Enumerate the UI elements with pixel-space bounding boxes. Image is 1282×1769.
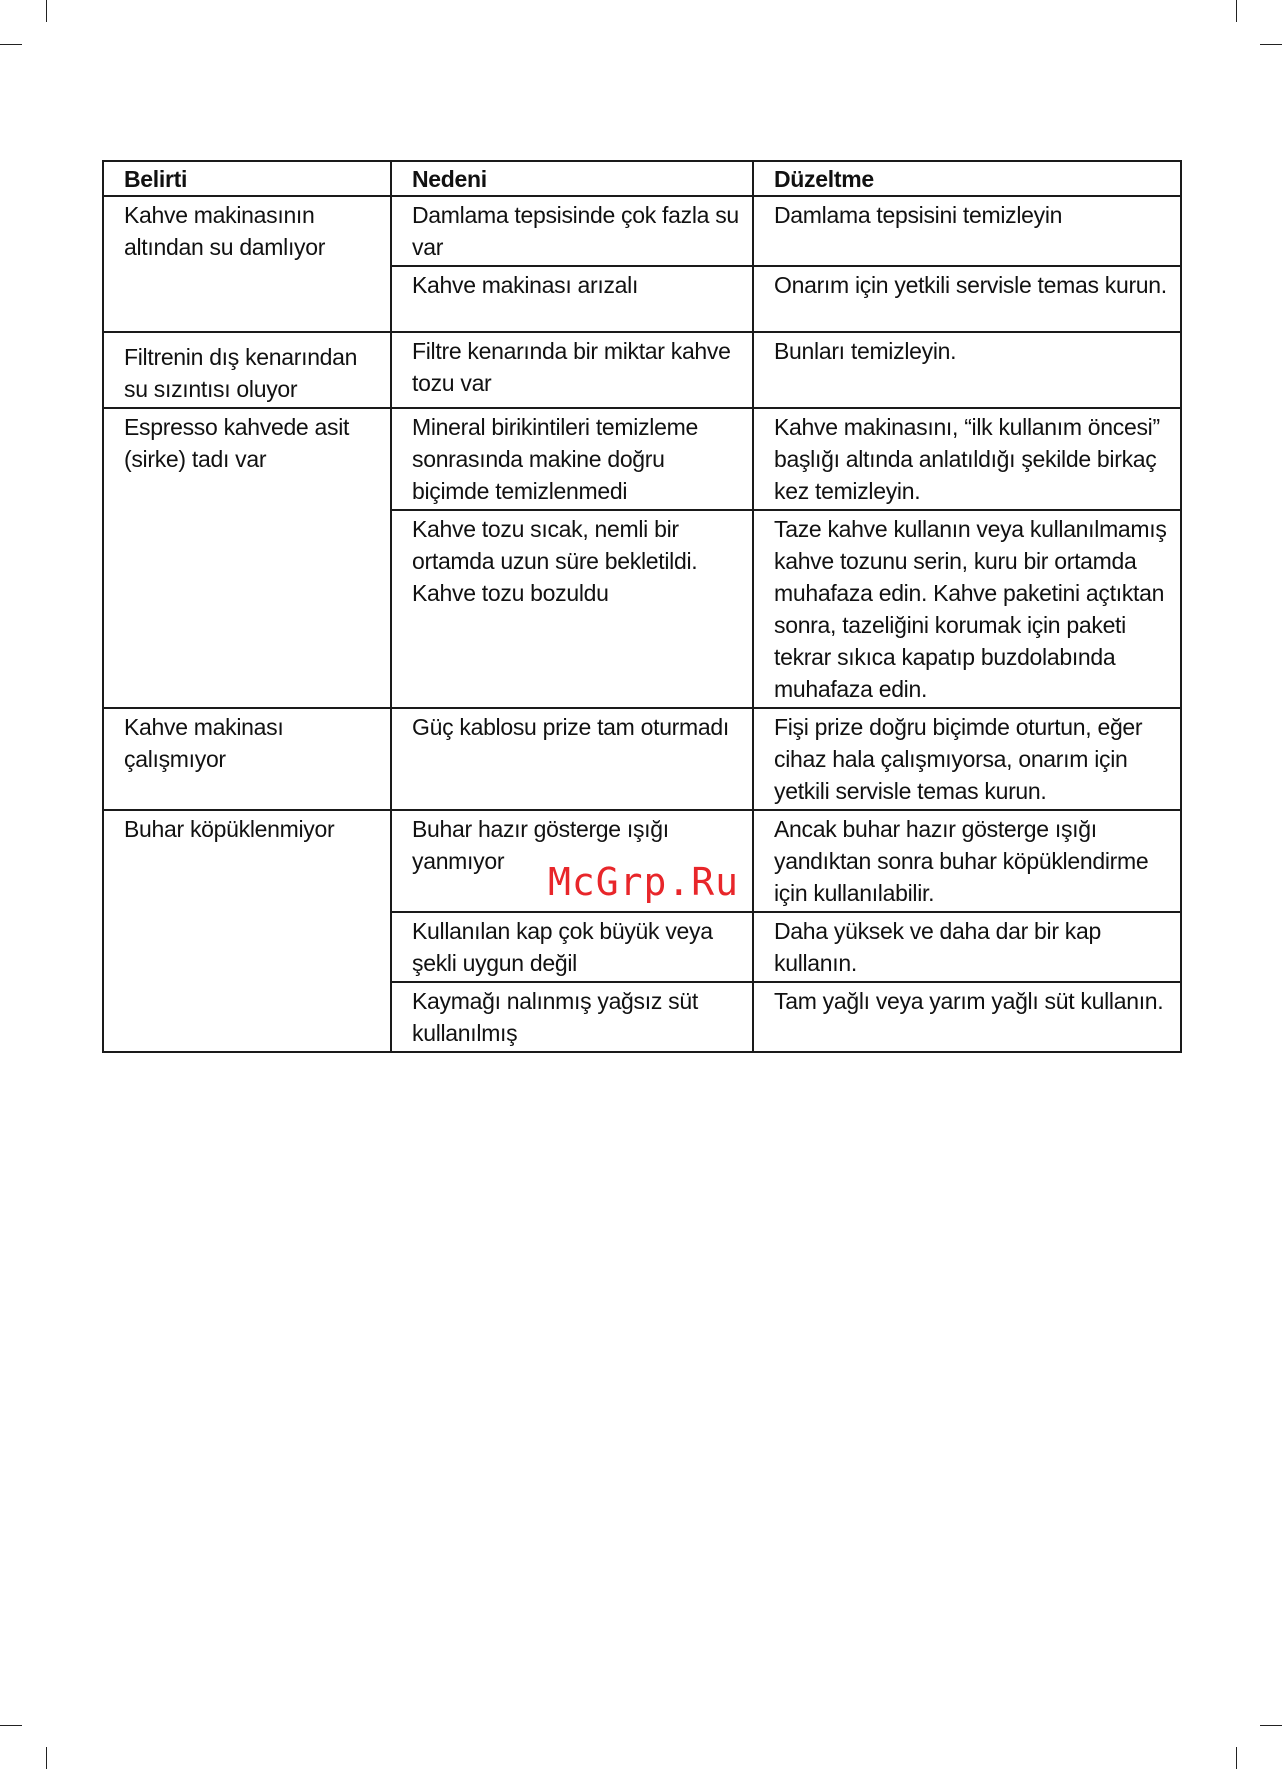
crop-mark	[1236, 0, 1237, 22]
fix-cell: Bunları temizleyin.	[753, 332, 1181, 408]
fix-cell: Damlama tepsisini temizleyin	[753, 196, 1181, 266]
cause-cell: Kahve tozu sıcak, nemli bir ortamda uzun süre bekletildi. Kahve tozu bozuldu	[391, 510, 753, 708]
fix-cell: Daha yüksek ve daha dar bir kap kullanın.	[753, 912, 1181, 982]
cause-cell: Mineral birikintileri temizleme sonrasında makine doğru biçimde temizlenmedi	[391, 408, 753, 510]
cause-cell: Kaymağı nalınmış yağsız süt kullanılmış	[391, 982, 753, 1052]
cause-cell: Damlama tepsisinde çok fazla su var	[391, 196, 753, 266]
header-row	[103, 161, 1181, 196]
fix-cell: Onarım için yetkili servisle temas kurun.	[753, 266, 1181, 332]
cause-cell: Buhar hazır gösterge ışığı yanmıyor	[391, 810, 753, 912]
fix-cell: Kahve makinasını, “ilk kullanım öncesi” başlığı altında anlatıldığı şekilde birkaç kez temizleyin.	[753, 408, 1181, 510]
crop-mark	[0, 1725, 22, 1726]
fix-cell: Fişi prize doğru biçimde oturtun, eğer cihaz hala çalışmıyorsa, onarım için yetkili servisle temas kurun.	[753, 708, 1181, 810]
header-symptom: Belirti	[103, 161, 391, 196]
symptom-cell: Kahve makinası çalışmıyor	[103, 708, 391, 810]
crop-mark	[1260, 1725, 1282, 1726]
header-fix: Düzeltme	[753, 161, 1181, 196]
watermark: McGrp.Ru	[548, 860, 740, 904]
crop-mark	[1260, 44, 1282, 45]
symptom-cell: Kahve makinasının altından su damlıyor	[103, 196, 391, 332]
symptom-cell: Espresso kahvede asit (sirke) tadı var	[103, 408, 391, 708]
cause-cell: Kahve makinası arızalı	[391, 266, 753, 332]
header-cause: Nedeni	[391, 161, 753, 196]
fix-cell: Taze kahve kullanın veya kullanılmamış kahve tozunu serin, kuru bir ortamda muhafaza edin. Kahve paketini açtıktan sonra, tazeliğini korumak için paketi tekrar sıkıca kapatıp buzdolabında muhafaza edin.	[753, 510, 1181, 708]
table-row	[103, 408, 1181, 510]
table-row	[103, 332, 1181, 408]
cause-cell: Filtre kenarında bir miktar kahve tozu var	[391, 332, 753, 408]
cause-cell: Kullanılan kap çok büyük veya şekli uygun değil	[391, 912, 753, 982]
symptom-cell: Buhar köpüklenmiyor	[103, 810, 391, 1052]
table-row	[103, 196, 1181, 266]
cause-cell: Güç kablosu prize tam oturmadı	[391, 708, 753, 810]
fix-cell: Ancak buhar hazır gösterge ışığı yandıktan sonra buhar köpüklendirme için kullanılabilir.	[753, 810, 1181, 912]
crop-mark	[46, 0, 47, 22]
troubleshooting-table	[102, 160, 1182, 1053]
table-row	[103, 708, 1181, 810]
crop-mark	[46, 1747, 47, 1769]
fix-cell: Tam yağlı veya yarım yağlı süt kullanın.	[753, 982, 1181, 1052]
symptom-cell: Filtrenin dış kenarından su sızıntısı oluyor	[103, 332, 391, 408]
crop-mark	[0, 44, 22, 45]
crop-mark	[1236, 1747, 1237, 1769]
